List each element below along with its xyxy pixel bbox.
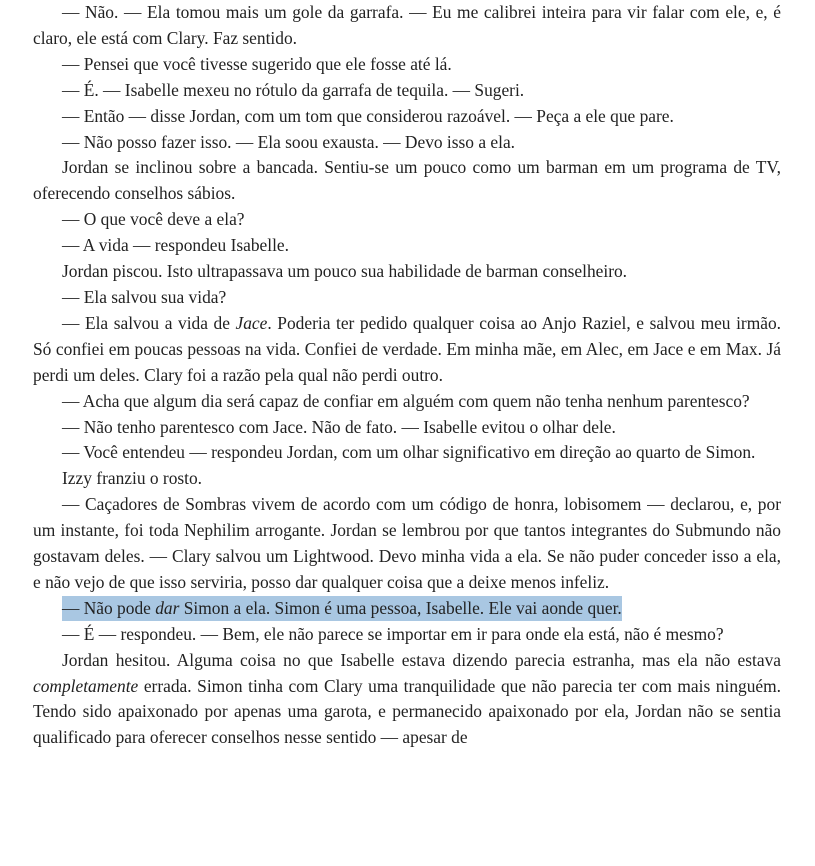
italic-text: completamente	[33, 675, 139, 696]
text-run: — Caçadores de Sombras vivem de acordo com um código de honra, lobisomem — declarou, e, por um instante, foi toda Nephilim arrogante. Jordan se lembrou por que tantos integrantes do Submundo não gostavam deles. — Clary salvou um Lightwood. Devo minha vida a ela. Se não puder conceder isso a ela, e não vejo de que isso serviria, posso dar qualquer coisa que a deixe menos infeliz.	[33, 494, 781, 592]
paragraph	[33, 440, 781, 466]
text-run: Jordan piscou. Isto ultrapassava um pouco sua habilidade de barman conselheiro.	[62, 261, 628, 282]
paragraph	[33, 207, 781, 233]
paragraph	[33, 130, 781, 156]
text-run: — Ela salvou a vida de	[62, 312, 236, 333]
text-run: — Não tenho parentesco com Jace. Não de fato. — Isabelle evitou o olhar dele.	[62, 416, 616, 437]
text-run: — É — respondeu. — Bem, ele não parece se importar em ir para onde ela está, não é mesmo?	[62, 623, 724, 644]
paragraph	[33, 389, 781, 415]
paragraph	[33, 259, 781, 285]
paragraph	[33, 648, 781, 752]
paragraph	[33, 78, 781, 104]
text-run: Simon a ela. Simon é uma pessoa, Isabelle. Ele vai aonde quer.	[179, 597, 622, 618]
paragraph	[33, 311, 781, 389]
text-run: — Acha que algum dia será capaz de confiar em alguém com quem não tenha nenhum parentesco?	[62, 390, 750, 411]
paragraph	[33, 415, 781, 441]
paragraph	[33, 285, 781, 311]
text-run: — Ela salvou sua vida?	[62, 286, 227, 307]
paragraph	[33, 233, 781, 259]
text-run: errada. Simon tinha com Clary uma tranquilidade que não parecia ter com mais ninguém. Tendo sido apaixonado por apenas uma garota, e permanecido apaixonado por ela, Jordan não se sentia qualificado para oferecer conselhos nesse sentido — apesar de	[33, 675, 781, 748]
text-run: — Então — disse Jordan, com um tom que considerou razoável. — Peça a ele que pare.	[62, 105, 674, 126]
text-run: Jordan se inclinou sobre a bancada. Sentiu-se um pouco como um barman em um programa de TV, oferecendo conselhos sábios.	[33, 157, 781, 204]
text-run: — O que você deve a ela?	[62, 209, 245, 230]
text-run: Jordan hesitou. Alguma coisa no que Isabelle estava dizendo parecia estranha, mas ela não estava	[62, 649, 781, 670]
text-run: — A vida — respondeu Isabelle.	[62, 235, 289, 256]
italic-text: dar	[155, 597, 180, 618]
paragraph	[33, 492, 781, 596]
text-run: — Não. — Ela tomou mais um gole da garrafa. — Eu me calibrei inteira para vir falar com ele, e, é claro, ele está com Clary. Faz sentido.	[33, 2, 781, 48]
italic-text: Jace	[235, 312, 268, 333]
text-run: . Poderia ter pedido qualquer coisa ao Anjo Raziel, e salvou meu irmão. Só confiei em poucas pessoas na vida. Confiei de verdade. Em minha mãe, em Alec, em Jace e em Max. Já perdi um deles. Clary foi a razão pela qual não perdi outro.	[33, 312, 781, 385]
paragraph	[33, 622, 781, 648]
document-page	[33, 0, 781, 751]
text-run: — Você entendeu — respondeu Jordan, com um olhar significativo em direção ao quarto de Simon.	[62, 442, 756, 463]
text-run: Izzy franziu o rosto.	[62, 468, 203, 489]
paragraph	[33, 466, 781, 492]
paragraph	[33, 104, 781, 130]
text-run: — É. — Isabelle mexeu no rótulo da garrafa de tequila. — Sugeri.	[62, 79, 525, 100]
paragraph	[33, 52, 781, 78]
text-run: — Pensei que você tivesse sugerido que ele fosse até lá.	[62, 53, 452, 74]
text-run: — Não posso fazer isso. — Ela soou exausta. — Devo isso a ela.	[62, 131, 516, 152]
highlighted-selection[interactable]	[62, 596, 622, 621]
paragraph	[33, 0, 781, 52]
paragraph	[33, 155, 781, 207]
paragraph	[33, 596, 781, 622]
text-run: — Não pode	[62, 597, 156, 618]
